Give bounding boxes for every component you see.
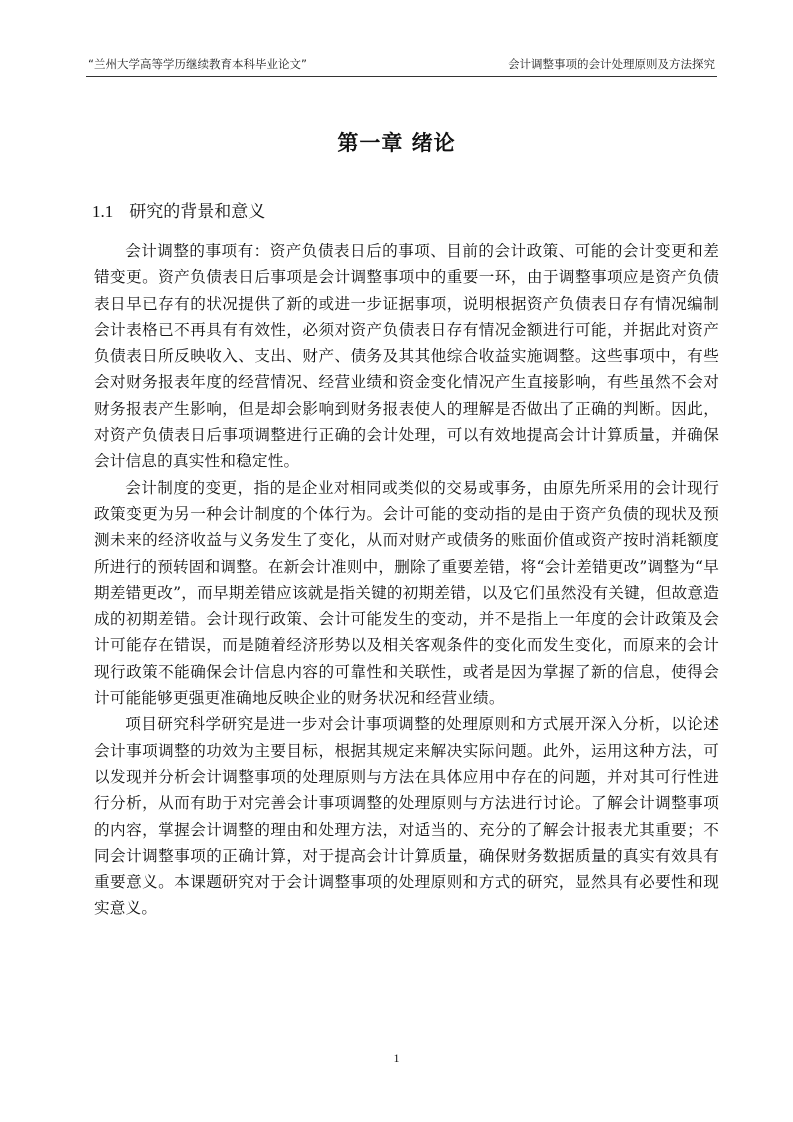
section-title-text: 研究的背景和意义 [129, 202, 266, 222]
header-divider [86, 76, 717, 77]
page-number: 1 [393, 1051, 400, 1065]
paragraph: 项目研究科学研究是进一步对会计事项调整的处理原则和方式展开深入分析，以论述会计事项调整的功效为主要目标，根据其规定来解决实际问题。此外，运用这种方法，可以发现并分析会计调整事项的处理原则与方法在具体应用中存在的问题，并对其可行性进行分析，从而有助于对完善会计事项调整的处理原则与方法进行讨论。了解会计调整事项的内容，掌握会计调整的理由和处理方法，对适当的、充分的了解会计报表尤其重要；不同会计调整事项的正确计算，对于提高会计计算质量，确保财务数据质量的真实有效具有重要意义。本课题研究对于会计调整事项的处理原则和方式的研究，显然具有必要性和现实意义。 [94, 715, 719, 918]
running-header-right: 会计调整事项的会计处理原则及方法探究 [508, 57, 715, 71]
paragraph: 会计调整的事项有：资产负债表日后的事项、目前的会计政策、可能的会计变更和差错变更。资产负债表日后事项是会计调整事项中的重要一环，由于调整事项应是资产负债表日早已存有的状况提供了新的或进一步证据事项，说明根据资产负债表日存有情况编制会计表格已不再具有有效性，必须对资产负债表日存有情况金额进行可能，并据此对资产负债表日所反映收入、支出、财产、债务及其其他综合收益实施调整。这些事项中，有些会对财务报表年度的经营情况、经营业绩和资金变化情况产生直接影响，有些虽然不会对财务报表产生影响，但是却会影响到财务报表使人的理解是否做出了正确的判断。因此，对资产负债表日后事项调整进行正确的会计处理，可以有效地提高会计计算质量，并确保会计信息的真实性和稳定性。 [94, 242, 719, 471]
running-header-left: “兰州大学高等学历继续教育本科毕业论文” [88, 57, 307, 71]
chapter-title: 第一章 绪论 [337, 131, 456, 155]
paragraph: 会计制度的变更，指的是企业对相同或类似的交易或事务，由原先所采用的会计现行政策变更为另一种会计制度的个体行为。会计可能的变动指的是由于资产负债的现状及预测未来的经济收益与义务发生了变化，从而对财产或债务的账面价值或资产按时消耗额度所进行的预转固和调整。在新会计准则中，删除了重要差错，将“会计差错更改”调整为“早期差错更改”，而早期差错应该就是指关键的初期差错，以及它们虽然没有关键，但故意造成的初期差错。会计现行政策、会计可能发生的变动，并不是指上一年度的会计政策及会计可能存在错误，而是随着经济形势以及相关客观条件的变化而发生变化，而原来的会计现行政策不能确保会计信息内容的可靠性和关联性，或者是因为掌握了新的信息，使得会计可能能够更强更准确地反映企业的财务状况和经营业绩。 [94, 478, 719, 708]
body-text [94, 238, 719, 922]
section-number: 1.1 [92, 202, 114, 221]
section-heading [92, 197, 265, 222]
